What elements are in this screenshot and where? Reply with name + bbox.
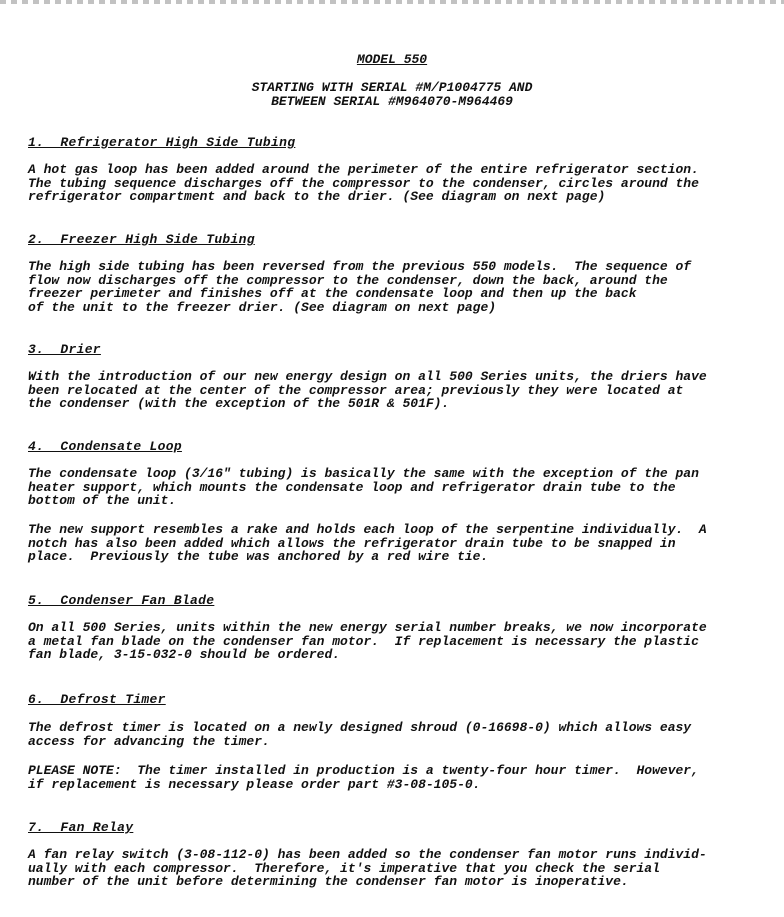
section-4-paragraph-2 bbox=[28, 523, 758, 564]
section-6-paragraph-2 bbox=[28, 764, 758, 791]
text-line: refrigerator compartment and back to the drier. (See diagram on next page) bbox=[28, 189, 606, 204]
section-2-heading: 2. Freezer High Side Tubing bbox=[28, 232, 255, 247]
section-1-heading: 1. Refrigerator High Side Tubing bbox=[28, 135, 296, 150]
text-line: The defrost timer is located on a newly designed shroud (0-16698-0) which allows easy bbox=[28, 720, 692, 735]
top-scan-edge bbox=[0, 0, 784, 4]
text-line: A fan relay switch (3-08-112-0) has been added so the condenser fan motor runs individ- bbox=[28, 847, 707, 862]
text-line: a metal fan blade on the condenser fan motor. If replacement is necessary the plastic bbox=[28, 633, 699, 649]
text-line: bottom of the unit. bbox=[28, 493, 177, 508]
text-line: On all 500 Series, units within the new energy serial number breaks, we now incorporate bbox=[28, 620, 707, 635]
text-line: heater support, which mounts the condensate loop and refrigerator drain tube to the bbox=[28, 479, 676, 495]
text-line: access for advancing the timer. bbox=[28, 733, 270, 749]
text-line: of the unit to the freezer drier. (See diagram on next page) bbox=[28, 299, 497, 315]
text-line: flow now discharges off the compressor to the condenser, down the back, around the bbox=[28, 272, 668, 288]
section-7-paragraph bbox=[28, 848, 758, 889]
section-5-heading: 5. Condenser Fan Blade bbox=[28, 593, 215, 608]
model-title: MODEL 550 bbox=[356, 52, 428, 67]
section-3-paragraph bbox=[28, 370, 758, 411]
section-2-paragraph bbox=[28, 260, 758, 314]
text-line: place. Previously the tube was anchored by a red wire tie. bbox=[28, 549, 489, 564]
text-line: The tubing sequence discharges off the compressor to the condenser, circles around the bbox=[28, 175, 699, 191]
text-line: if replacement is necessary please order part #3-08-105-0. bbox=[28, 776, 481, 792]
text-line: notch has also been added which allows the refrigerator drain tube to be snapped in bbox=[28, 535, 676, 551]
section-6-heading: 6. Defrost Timer bbox=[28, 692, 166, 707]
text-line: the condenser (with the exception of the 501R & 501F). bbox=[28, 396, 450, 411]
text-line: number of the unit before determining the condenser fan motor is inoperative. bbox=[28, 874, 629, 889]
section-1-paragraph bbox=[28, 163, 758, 204]
section-5-paragraph bbox=[28, 621, 758, 662]
serial-line-1: STARTING WITH SERIAL #M/P1004775 AND bbox=[251, 80, 533, 95]
section-7-heading: 7. Fan Relay bbox=[28, 820, 134, 835]
text-line: The condensate loop (3/16" tubing) is basically the same with the exception of the pan bbox=[28, 466, 699, 481]
text-line: fan blade, 3-15-032-0 should be ordered. bbox=[28, 647, 341, 662]
text-line: With the introduction of our new energy design on all 500 Series units, the driers have bbox=[28, 369, 707, 384]
serial-line-2: BETWEEN SERIAL #M964070-M964469 bbox=[271, 94, 513, 109]
text-line: The new support resembles a rake and holds each loop of the serpentine individually. A bbox=[28, 522, 707, 537]
text-line: ually with each compressor. Therefore, it's imperative that you check the serial bbox=[28, 860, 660, 876]
section-4-heading: 4. Condensate Loop bbox=[28, 439, 182, 454]
text-line: freezer perimeter and finishes off at the condensate loop and then up the back bbox=[28, 286, 637, 301]
section-6-paragraph-1 bbox=[28, 721, 758, 748]
text-line: PLEASE NOTE: The timer installed in production is a twenty-four hour timer. However, bbox=[28, 763, 699, 778]
text-line: The high side tubing has been reversed from the previous 550 models. The sequence of bbox=[28, 259, 692, 274]
section-3-heading: 3. Drier bbox=[28, 342, 101, 357]
text-line: been relocated at the center of the compressor area; previously they were located at bbox=[28, 382, 684, 398]
text-line: A hot gas loop has been added around the perimeter of the entire refrigerator section. bbox=[28, 162, 699, 177]
section-4-paragraph-1 bbox=[28, 467, 758, 508]
